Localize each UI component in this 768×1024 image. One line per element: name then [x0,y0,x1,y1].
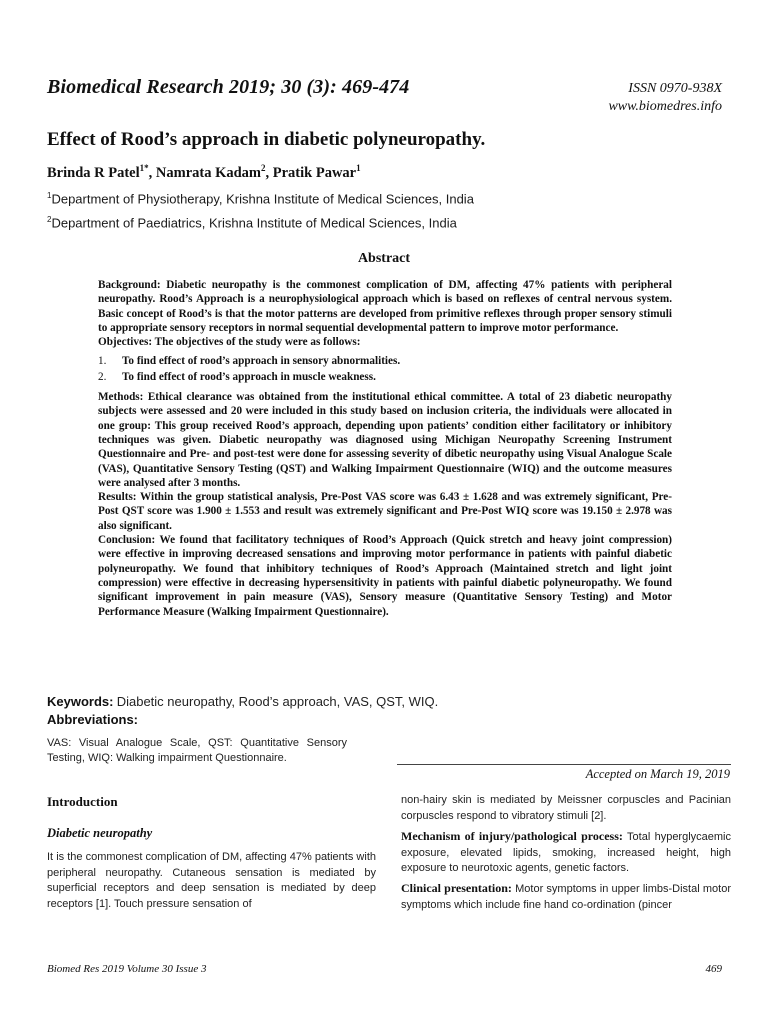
keywords-label: Keywords: [47,694,114,709]
abstract-objectives-intro: Objectives: The objectives of the study were as follows: [98,336,361,349]
list-number: 2. [98,370,107,383]
abstract-results: Results: Within the group statistical analysis, Pre-Post VAS score was 6.43 ± 1.628 and was extremely significant, Pre-Post QST score was 1.900 ± 1.553 and result was extremely significant and Pre-Post WIQ score was 19.150 ± 2.978 was also significant. [98,491,672,532]
affiliation [47,191,474,206]
abstract-body [98,278,672,619]
affiliation [47,215,457,230]
author-sup: 2 [261,163,266,173]
paragraph-text: Total hyperglycaemic exposure, elevated lipids, smoking, increased height, high exposure to neurotoxic agents, genetic factors. [401,831,732,874]
accepted-date: Accepted on March 19, 2019 [585,767,730,781]
objectives-list [98,354,672,384]
abstract-heading: Abstract [357,251,411,266]
journal-website[interactable]: www.biomedres.info [608,99,722,114]
keywords-text: Diabetic neuropathy, Rood’s approach, VAS, QST, WIQ. [116,694,439,709]
issn: ISSN 0970-938X [628,81,722,96]
divider [397,764,731,765]
author-name: Pratik Pawar [272,164,357,181]
author-name: Brinda R Patel [47,164,140,181]
affiliation-text: Department of Paediatrics, Krishna Institute of Medical Sciences, India [51,215,457,231]
affiliation-sup: 2 [47,215,52,224]
body-paragraph-mechanism [401,829,731,877]
journal-citation: Biomedical Research 2019; 30 (3): 469-474 [47,76,410,98]
list-item [98,354,672,368]
abstract-background: Background: Diabetic neuropathy is the commonest complication of DM, affecting 47% patients with peripheral neuropathy. Rood’s Approach is a neurophysiological approach which is based on reflexes of central nervous system. Basic concept of Rood’s is that the motor patterns are developed from primitive reflexes through proper sensory stimuli to appropriate sensory receptors in normal sequential developmental pattern to improve motor performance. [98,279,672,334]
body-paragraph: non-hairy skin is mediated by Meissner corpuscles and Pacinian corpuscles respond to vibratory stimuli [2]. [401,794,731,822]
body-paragraph: It is the commonest complication of DM, affecting 47% patients with peripheral neuropathy. Cutaneous sensation is mediated by superficial receptors and deep sensation is mediated by deep receptors [1]. Touch pressure sensation of [47,851,376,910]
inline-heading: Mechanism of injury/pathological process: [401,829,623,843]
affiliation-sup: 1 [47,191,52,200]
section-heading-introduction: Introduction [47,794,118,809]
abstract-methods: Methods: Ethical clearance was obtained from the institutional ethical committee. A total of 23 diabetic neuropathy subjects were assessed and 20 were included in this study based on inclusion criteria, the individuals were allocated in one group: This group received Rood’s approach, depending upon patients’ condition either facilitatory or inhibitory techniques was given. Diabetic neuropathy was diagnosed using Michigan Neuropathy Screening Instrument Questionnaire and Pre- and post-test were done for assessing severity of dibetic neuropathy using Visual Analogue Scale (VAS), Quantitative Sensory Testing (QST) and Walking Impairment Questionnaire (WIQ) and the outcome measures were analysed after 3 months. [98,391,672,489]
affiliation-text: Department of Physiotherapy, Krishna Institute of Medical Sciences, India [51,191,474,207]
subsection-heading: Diabetic neuropathy [47,826,153,840]
paragraph-text: Motor symptoms in upper limbs-Distal motor symptoms which include fine hand co-ordination (pincer [401,883,731,911]
author-list: Brinda R Patel$^{1*}$, Namrata Kadam$^2$, Pratik Pawar$^1$ [47,163,361,181]
abbreviations-text: VAS: Visual Analogue Scale, QST: Quantitative Sensory Testing, WIQ: Walking impairment Questionnaire. [47,737,347,764]
abstract-conclusion: Conclusion: We found that facilitatory techniques of Rood’s Approach (Quick stretch and heavy joint compression) were effective in improving decreased sensations and improving motor performance in patients with painful diabetic polyneuropathy. We found that inhibitory techniques of Rood’s Approach (Maintained stretch and light joint compression) were effective in decreasing hypersensitivity in patients with painful diabetic polyneuropathy. We found significant improvement in pain measure (VAS), Sensory measure (Quantitative Sensory Testing) and Motor Performance Measure (Walking Impairment Questionnaire). [98,534,672,618]
footer-citation: Biomed Res 2019 Volume 30 Issue 3 [47,963,207,975]
list-number: 1. [98,355,107,368]
author-sup: 1* [139,163,149,173]
body-paragraph-clinical [401,881,731,913]
author-name: Namrata Kadam [155,164,262,181]
author-sup: 1 [356,163,361,173]
list-item [98,370,672,384]
keywords [47,694,438,710]
inline-heading: Clinical presentation: [401,881,512,895]
list-text: To find effect of rood’s approach in muscle weakness. [122,370,376,383]
page-number: 469 [705,963,722,975]
list-text: To find effect of rood’s approach in sensory abnormalities. [122,355,401,368]
abbreviations-heading: Abbreviations: [47,712,139,727]
paper-title: Effect of Rood’s approach in diabetic polyneuropathy. [47,129,486,150]
issn-block [608,80,722,116]
